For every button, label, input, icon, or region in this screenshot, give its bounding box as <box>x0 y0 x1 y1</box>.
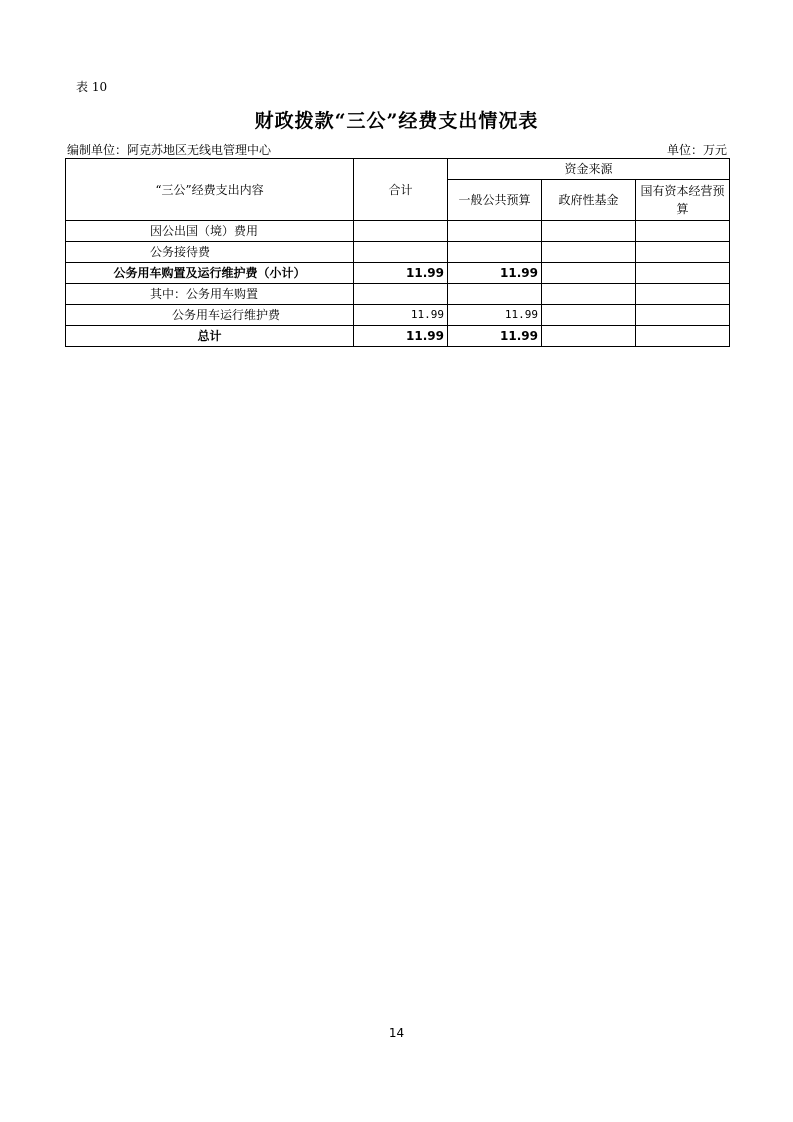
cell-state <box>636 263 730 284</box>
page-number: 14 <box>388 1026 405 1040</box>
cell-total <box>354 221 448 242</box>
cell-fund <box>542 305 636 326</box>
cell-total <box>354 284 448 305</box>
cell-fund <box>542 284 636 305</box>
cell-general: 11.99 <box>448 263 542 284</box>
table-row <box>66 305 730 326</box>
table-row <box>66 284 730 305</box>
header-general-budget: 一般公共预算 <box>448 180 542 221</box>
table-number: 表 10 <box>76 80 108 94</box>
table-row <box>66 263 730 284</box>
expenditure-table <box>65 158 730 347</box>
cell-state <box>636 326 730 347</box>
cell-total <box>354 242 448 263</box>
header-government-fund: 政府性基金 <box>542 180 636 221</box>
row-label: 公务用车运行维护费 <box>66 305 354 326</box>
table-row <box>66 242 730 263</box>
cell-state <box>636 221 730 242</box>
cell-total: 11.99 <box>354 263 448 284</box>
cell-total: 11.99 <box>354 305 448 326</box>
cell-state <box>636 305 730 326</box>
row-label: 总计 <box>66 326 354 347</box>
header-fund-source: 资金来源 <box>448 159 730 180</box>
cell-fund <box>542 221 636 242</box>
cell-state <box>636 284 730 305</box>
cell-fund <box>542 326 636 347</box>
header-state-capital: 国有资本经营预算 <box>636 180 730 221</box>
table-header-row <box>66 159 730 180</box>
cell-general: 11.99 <box>448 326 542 347</box>
cell-fund <box>542 242 636 263</box>
cell-general <box>448 221 542 242</box>
cell-general <box>448 242 542 263</box>
cell-total: 11.99 <box>354 326 448 347</box>
row-label: 其中：公务用车购置 <box>66 284 354 305</box>
header-item: “三公”经费支出内容 <box>66 159 354 221</box>
compiling-unit: 编制单位：阿克苏地区无线电管理中心 <box>67 143 272 157</box>
cell-fund <box>542 263 636 284</box>
cell-state <box>636 242 730 263</box>
row-label: 公务接待费 <box>66 242 354 263</box>
row-label: 因公出国（境）费用 <box>66 221 354 242</box>
header-total: 合计 <box>354 159 448 221</box>
table-row <box>66 221 730 242</box>
page-title: 财政拨款“三公”经费支出情况表 <box>254 110 539 132</box>
cell-general: 11.99 <box>448 305 542 326</box>
currency-unit: 单位：万元 <box>666 143 727 157</box>
row-label: 公务用车购置及运行维护费（小计） <box>66 263 354 284</box>
cell-general <box>448 284 542 305</box>
table-total-row <box>66 326 730 347</box>
